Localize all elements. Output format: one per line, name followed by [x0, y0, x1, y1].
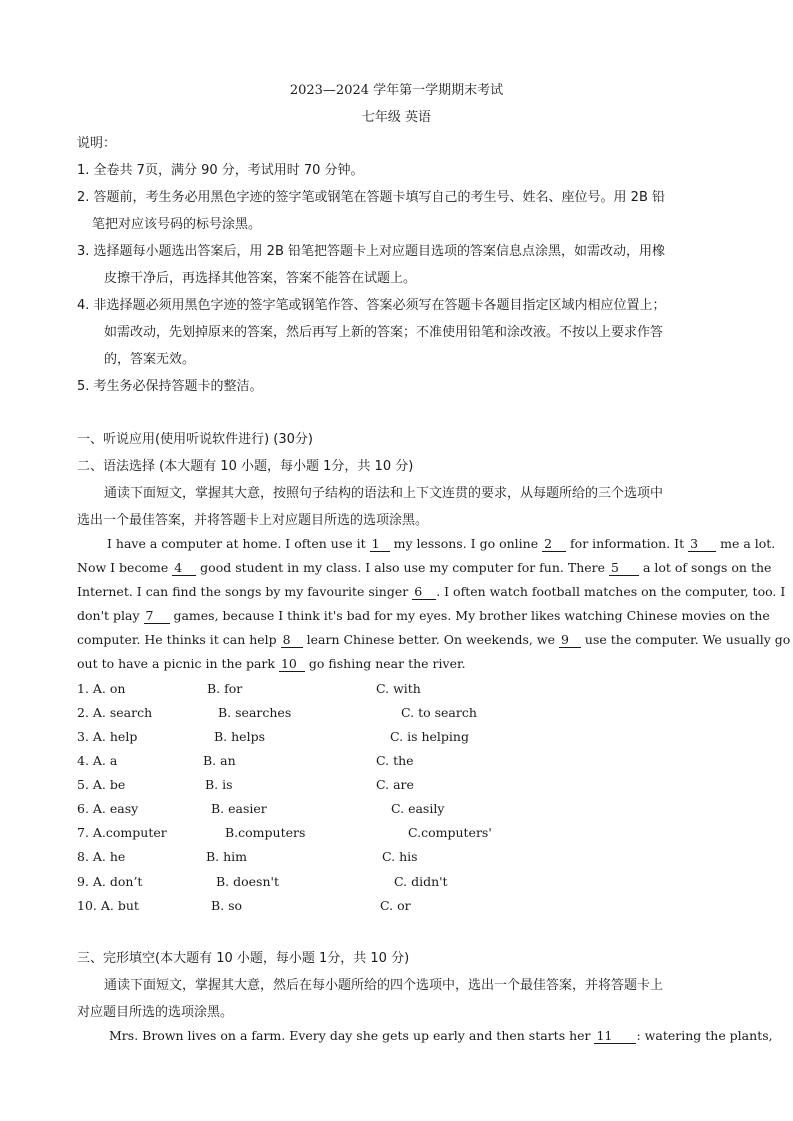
instruction-item: 1. 全卷共 7页，满分 90 分，考试用时 70 分钟。	[77, 163, 364, 178]
answer-blank: 5	[609, 561, 639, 576]
instructions-label: 说明：	[77, 136, 117, 151]
section3-directions: 通读下面短文，掌握其大意，然后在每小题所给的四个选项中，选出一个最佳答案，并将答题卡上	[104, 978, 664, 993]
option-b: B. is	[205, 777, 233, 792]
answer-blank: 1	[370, 537, 390, 552]
passage-line: Now I become 4 good student in my class. I also use my computer for fun. There 5 a lot of songs on the	[77, 560, 772, 575]
cloze-passage	[77, 1024, 773, 1048]
instruction-item: 皮擦干净后，再选择其他答案，答案不能答在试题上。	[104, 271, 417, 286]
option-b: B. so	[211, 898, 243, 913]
passage-line: computer. He thinks it can help 8 learn Chinese better. On weekends, we 9 use the computer. We usually go	[77, 632, 791, 647]
passage-line: don't play 7 games, because I think it's bad for my eyes. My brother likes watching Chinese movies on the	[77, 608, 770, 623]
answer-blank: 10	[279, 657, 305, 672]
exam-title: 2023—2024 学年第一学期期末考试	[289, 83, 504, 98]
passage-line: out to have a picnic in the park 10 go fishing near the river.	[77, 656, 466, 671]
option-a: 10. A. but	[77, 898, 139, 913]
option-b: B.computers	[225, 825, 306, 840]
section2-directions: 通读下面短文，掌握其大意，按照句子结构的语法和上下文连贯的要求，从每题所给的三个选项中	[104, 486, 664, 501]
instruction-item: 5. 考生务必保持答题卡的整洁。	[77, 379, 263, 394]
option-c: C.computers'	[408, 825, 492, 840]
passage-line: Internet. I can find the songs by my favourite singer 6 . I often watch football matches on the computer, too. I	[77, 584, 786, 599]
option-a: 4. A. a	[77, 753, 118, 768]
exam-subtitle: 七年级 英语	[361, 110, 432, 125]
instruction-item: 如需改动，先划掉原来的答案，然后再写上新的答案；不准使用铅笔和涂改液。不按以上要求作答	[104, 325, 664, 340]
option-b: B. him	[206, 849, 248, 864]
instruction-item: 4. 非选择题必须用黑色字迹的签字笔或钢笔作答、答案必须写在答题卡各题目指定区域内相应位置上；	[77, 298, 666, 313]
option-a: 2. A. search	[77, 705, 153, 720]
answer-blank: 8	[281, 633, 303, 648]
answer-blank: 3	[688, 537, 716, 552]
question-options	[77, 874, 717, 896]
option-c: C. is helping	[390, 729, 469, 744]
option-a: 8. A. he	[77, 849, 126, 864]
question-options	[77, 777, 717, 799]
question-options	[77, 898, 717, 920]
option-c: C. with	[376, 681, 421, 696]
option-c: C. the	[376, 753, 414, 768]
option-c: C. or	[380, 898, 411, 913]
option-a: 1. A. on	[77, 681, 126, 696]
answer-blank: 7	[144, 609, 170, 624]
question-options	[77, 681, 717, 703]
option-b: B. searches	[218, 705, 292, 720]
instruction-item: 2. 答题前，考生务必用黑色字迹的签字笔或钢笔在答题卡填写自己的考生号、姓名、座位号。用 2B 铅	[77, 190, 665, 205]
answer-blank: 9	[559, 633, 581, 648]
answer-blank: 11	[594, 1029, 636, 1044]
question-options	[77, 705, 717, 727]
option-b: B. helps	[214, 729, 265, 744]
question-options	[77, 753, 717, 775]
option-b: B. easier	[211, 801, 267, 816]
option-b: B. for	[207, 681, 243, 696]
option-c: C. to search	[401, 705, 477, 720]
question-options	[77, 801, 717, 823]
question-options	[77, 849, 717, 871]
section3-heading: 三、完形填空(本大题有 10 小题，每小题 1分，共 10 分)	[77, 951, 410, 966]
option-a: 9. A. don’t	[77, 874, 143, 889]
instruction-item: 3. 选择题每小题选出答案后，用 2B 铅笔把答题卡上对应题目选项的答案信息点涂黑，如需改动，用橡	[77, 244, 665, 259]
section1-heading: 一、听说应用(使用听说软件进行) (30分)	[77, 432, 313, 447]
passage-line: I have a computer at home. I often use it 1 my lessons. I go online 2 for information. It 3 me a lot.	[107, 536, 776, 551]
passage-line: Mrs. Brown lives on a farm. Every day she gets up early and then starts her 11 : watering the plants,	[109, 1028, 773, 1043]
option-a: 6. A. easy	[77, 801, 139, 816]
question-options	[77, 825, 717, 847]
option-c: C. are	[376, 777, 414, 792]
instruction-item: 的，答案无效。	[104, 352, 196, 367]
option-a: 7. A.computer	[77, 825, 167, 840]
option-b: B. an	[203, 753, 236, 768]
section3-directions: 对应题目所选的选项涂黑。	[77, 1005, 234, 1020]
question-options	[77, 729, 717, 751]
section2-directions: 选出一个最佳答案，并将答题卡上对应题目所选的选项涂黑。	[77, 513, 429, 528]
option-c: C. his	[382, 849, 418, 864]
answer-blank: 4	[172, 561, 196, 576]
option-b: B. doesn't	[216, 874, 279, 889]
answer-blank: 2	[542, 537, 566, 552]
option-c: C. easily	[391, 801, 445, 816]
answer-blank: 6	[412, 585, 436, 600]
section2-heading: 二、语法选择 (本大题有 10 小题，每小题 1分，共 10 分)	[77, 459, 414, 474]
option-a: 3. A. help	[77, 729, 138, 744]
option-a: 5. A. be	[77, 777, 126, 792]
option-c: C. didn't	[394, 874, 448, 889]
grammar-passage	[77, 532, 791, 676]
instruction-item: 笔把对应该号码的标号涂黑。	[92, 217, 262, 232]
